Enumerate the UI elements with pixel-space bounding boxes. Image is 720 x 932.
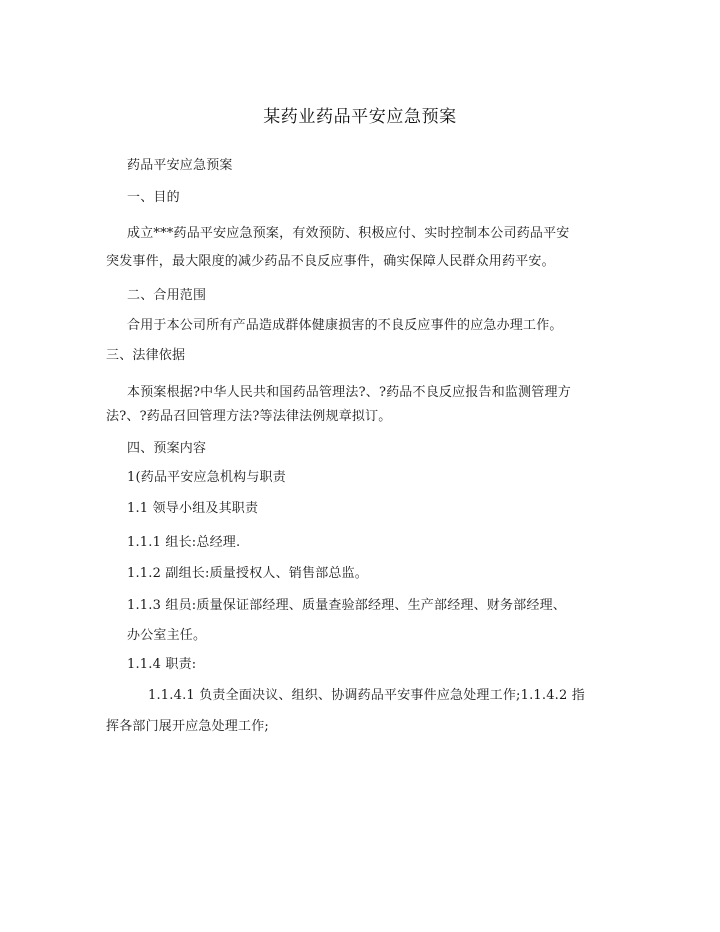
- paragraph-line: 法?、?药品召回管理方法?等法律法例规章拟订。: [106, 409, 392, 424]
- paragraph-line: 成立***药品平安应急预案，有效预防、积极应付、实时控制本公司药品平安: [127, 226, 570, 241]
- section-heading-legal-basis: 三、法律依据: [106, 348, 186, 363]
- list-item: 办公室主任。: [127, 628, 207, 643]
- list-item: 1.1.3 组员:质量保证部经理、质量查验部经理、生产部经理、财务部经理、: [127, 598, 566, 613]
- subsection-heading: 1.1 领导小组及其职责: [127, 501, 259, 516]
- section-heading-scope: 二、合用范围: [127, 288, 207, 303]
- paragraph-line: 本预案根据?中华人民共和国药品管理法?、?药品不良反应报告和监测管理方: [127, 385, 571, 400]
- list-item: 1.1.4 职责:: [127, 657, 197, 672]
- section-heading-purpose: 一、目的: [127, 190, 180, 205]
- list-item: 1.1.1 组长:总经理.: [127, 535, 241, 550]
- list-item: 1.1.2 副组长:质量授权人、销售部总监。: [127, 566, 368, 581]
- subtitle-line: 药品平安应急预案: [127, 158, 233, 173]
- paragraph-line: 突发事件，最大限度的减少药品不良反应事件，确实保障人民群众用药平安。: [106, 254, 555, 269]
- section-heading-plan-content: 四、预案内容: [127, 441, 207, 456]
- document-title: 某药业药品平安应急预案: [263, 107, 457, 127]
- paragraph-line: 合用于本公司所有产品造成群体健康损害的不良反应事件的应急办理工作。: [127, 318, 563, 333]
- list-item: 1.1.4.1 负责全面决议、组织、协调药品平安事件应急处理工作;1.1.4.2 指: [148, 688, 586, 703]
- subsection-heading: 1(药品平安应急机构与职责: [127, 470, 286, 485]
- list-item: 挥各部门展开应急处理工作;: [106, 719, 269, 734]
